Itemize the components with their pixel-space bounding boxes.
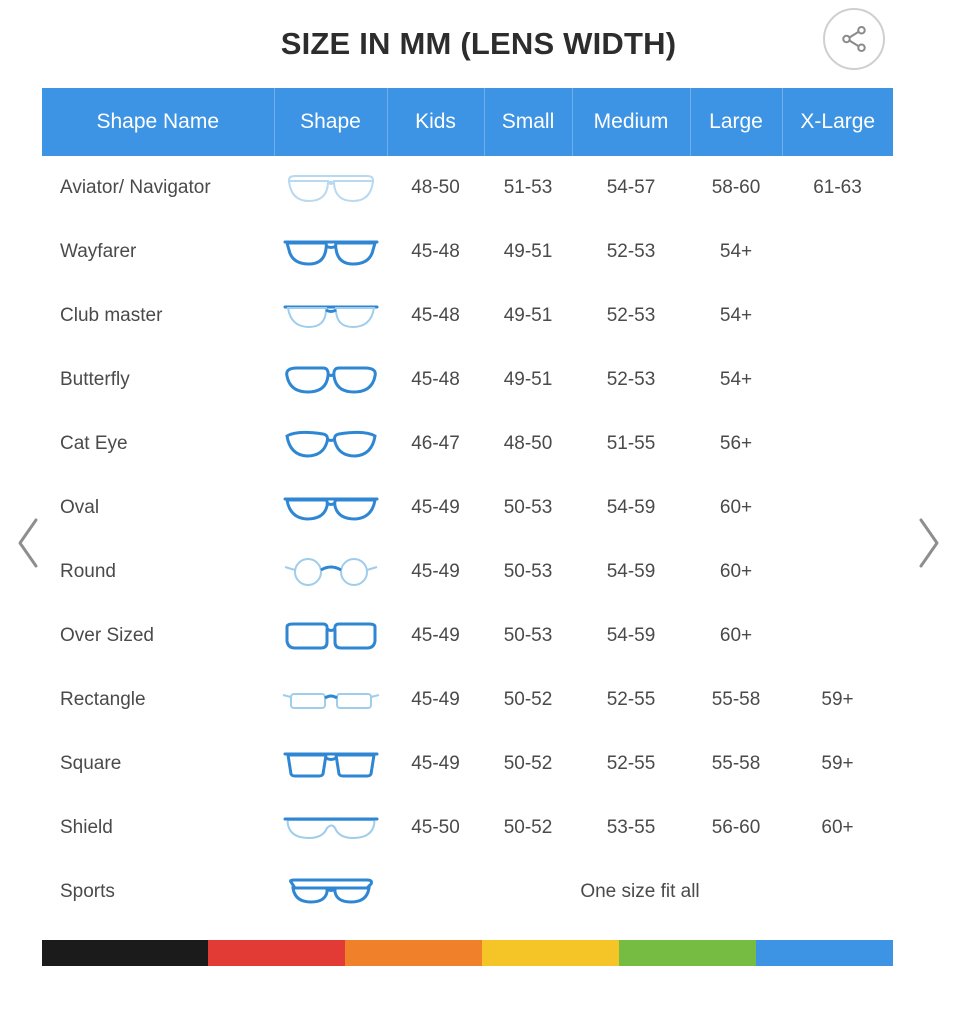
cell-large: 54+ xyxy=(690,220,782,284)
butterfly-glasses-icon xyxy=(274,348,387,412)
cell-kids: 45-48 xyxy=(387,220,484,284)
cell-small: 50-52 xyxy=(484,796,572,860)
cell-small: 50-52 xyxy=(484,668,572,732)
table-body xyxy=(42,156,893,924)
table-row xyxy=(42,156,893,220)
table-row xyxy=(42,668,893,732)
wayfarer-glasses-icon xyxy=(274,220,387,284)
oversized-glasses-icon xyxy=(274,604,387,668)
cell-medium: 53-55 xyxy=(572,796,690,860)
cell-medium: 52-55 xyxy=(572,668,690,732)
cell-xlarge xyxy=(782,412,893,476)
row-label: Square xyxy=(42,732,274,796)
row-label: Club master xyxy=(42,284,274,348)
cell-large: 56+ xyxy=(690,412,782,476)
cell-xlarge xyxy=(782,284,893,348)
cell-large: 55-58 xyxy=(690,668,782,732)
row-label: Shield xyxy=(42,796,274,860)
square-glasses-icon xyxy=(274,732,387,796)
column-header-shape-name: Shape Name xyxy=(42,88,274,156)
cell-large: 54+ xyxy=(690,284,782,348)
table-header-row xyxy=(42,88,893,156)
row-label: Round xyxy=(42,540,274,604)
cell-xlarge xyxy=(782,540,893,604)
cell-medium: 52-55 xyxy=(572,732,690,796)
color-swatch-red xyxy=(208,940,345,966)
cell-small: 49-51 xyxy=(484,348,572,412)
table-row xyxy=(42,476,893,540)
cell-xlarge xyxy=(782,348,893,412)
color-swatch-orange xyxy=(345,940,482,966)
cell-medium: 54-59 xyxy=(572,540,690,604)
table-row xyxy=(42,220,893,284)
cell-xlarge: 59+ xyxy=(782,668,893,732)
sports-glasses-icon xyxy=(274,860,387,924)
cell-xlarge xyxy=(782,604,893,668)
cell-medium: 54-57 xyxy=(572,156,690,220)
cell-large: 60+ xyxy=(690,540,782,604)
table-row xyxy=(42,604,893,668)
cell-medium: 52-53 xyxy=(572,348,690,412)
cell-small: 50-53 xyxy=(484,476,572,540)
title-bar xyxy=(0,0,957,88)
share-icon[interactable] xyxy=(823,8,885,70)
table-row xyxy=(42,540,893,604)
table-row xyxy=(42,412,893,476)
cell-large: 60+ xyxy=(690,476,782,540)
shield-glasses-icon xyxy=(274,796,387,860)
cell-medium: 52-53 xyxy=(572,220,690,284)
cell-medium: 54-59 xyxy=(572,604,690,668)
row-label: Aviator/ Navigator xyxy=(42,156,274,220)
cell-kids: 45-49 xyxy=(387,668,484,732)
cell-large: 56-60 xyxy=(690,796,782,860)
table-row xyxy=(42,860,893,924)
cell-xlarge: 61-63 xyxy=(782,156,893,220)
cell-xlarge: 59+ xyxy=(782,732,893,796)
next-slide-button[interactable] xyxy=(911,508,947,578)
row-label: Rectangle xyxy=(42,668,274,732)
cell-kids: 48-50 xyxy=(387,156,484,220)
cell-small: 49-51 xyxy=(484,220,572,284)
column-header-xlarge: X-Large xyxy=(782,88,893,156)
row-label: Over Sized xyxy=(42,604,274,668)
column-header-shape: Shape xyxy=(274,88,387,156)
table-row xyxy=(42,348,893,412)
cell-large: 60+ xyxy=(690,604,782,668)
clubmaster-glasses-icon xyxy=(274,284,387,348)
cell-kids: 45-49 xyxy=(387,604,484,668)
table-row xyxy=(42,284,893,348)
column-header-medium: Medium xyxy=(572,88,690,156)
color-bar xyxy=(42,940,893,966)
cell-large: 55-58 xyxy=(690,732,782,796)
cell-kids: 45-49 xyxy=(387,540,484,604)
aviator-glasses-icon xyxy=(274,156,387,220)
row-label: Sports xyxy=(42,860,274,924)
cell-large: 54+ xyxy=(690,348,782,412)
row-label: Oval xyxy=(42,476,274,540)
cell-medium: 54-59 xyxy=(572,476,690,540)
size-table-wrap xyxy=(42,88,893,924)
column-header-kids: Kids xyxy=(387,88,484,156)
cell-one-size-note: One size fit all xyxy=(387,860,893,924)
color-swatch-yellow xyxy=(482,940,619,966)
cell-small: 48-50 xyxy=(484,412,572,476)
row-label: Butterfly xyxy=(42,348,274,412)
cell-kids: 45-49 xyxy=(387,732,484,796)
column-header-small: Small xyxy=(484,88,572,156)
cell-medium: 52-53 xyxy=(572,284,690,348)
row-label: Wayfarer xyxy=(42,220,274,284)
cell-kids: 45-48 xyxy=(387,284,484,348)
cell-kids: 46-47 xyxy=(387,412,484,476)
previous-slide-button[interactable] xyxy=(10,508,46,578)
table-row xyxy=(42,796,893,860)
rectangle-glasses-icon xyxy=(274,668,387,732)
cell-xlarge xyxy=(782,220,893,284)
cell-xlarge: 60+ xyxy=(782,796,893,860)
cell-small: 51-53 xyxy=(484,156,572,220)
color-swatch-black xyxy=(42,940,208,966)
cateye-glasses-icon xyxy=(274,412,387,476)
page-title: SIZE IN MM (LENS WIDTH) xyxy=(280,26,677,61)
cell-small: 50-52 xyxy=(484,732,572,796)
row-label: Cat Eye xyxy=(42,412,274,476)
cell-kids: 45-50 xyxy=(387,796,484,860)
cell-small: 49-51 xyxy=(484,284,572,348)
cell-large: 58-60 xyxy=(690,156,782,220)
table-row xyxy=(42,732,893,796)
cell-xlarge xyxy=(782,476,893,540)
color-swatch-blue xyxy=(756,940,893,966)
size-table xyxy=(42,88,893,924)
column-header-large: Large xyxy=(690,88,782,156)
color-swatch-green xyxy=(619,940,756,966)
round-glasses-icon xyxy=(274,540,387,604)
cell-kids: 45-49 xyxy=(387,476,484,540)
cell-medium: 51-55 xyxy=(572,412,690,476)
cell-small: 50-53 xyxy=(484,540,572,604)
cell-small: 50-53 xyxy=(484,604,572,668)
oval-glasses-icon xyxy=(274,476,387,540)
cell-kids: 45-48 xyxy=(387,348,484,412)
